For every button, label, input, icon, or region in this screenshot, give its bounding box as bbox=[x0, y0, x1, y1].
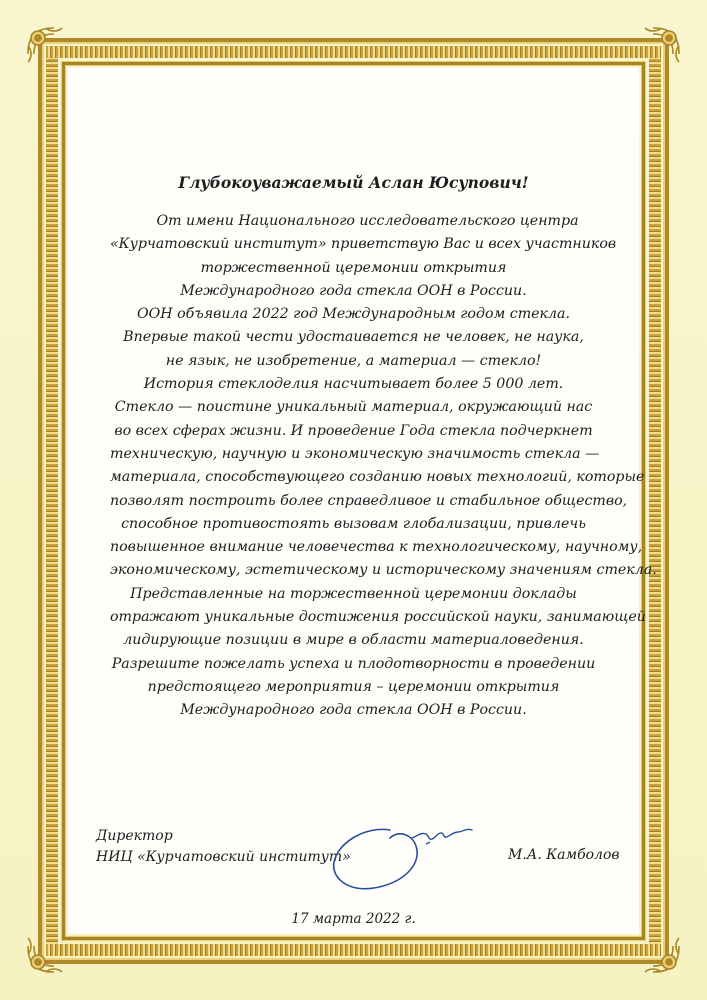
signer-organization: НИЦ «Курчатовский институт» bbox=[96, 849, 351, 865]
body-line: материала, способствующего созданию новых технологий, которые bbox=[110, 469, 645, 486]
body-line: техническую, научную и экономическую значимость стекла — bbox=[110, 445, 600, 462]
body-line: ООН объявила 2022 год Международным годом стекла. bbox=[136, 306, 571, 323]
letter-greeting: Глубокоуважаемый Аслан Юсупович! bbox=[178, 173, 529, 192]
body-line: Стекло — поистине уникальный материал, окружающий нас bbox=[114, 399, 593, 416]
body-line: повышенное внимание человечества к технологическому, научному, bbox=[110, 539, 643, 556]
body-line: позволят построить более справедливое и стабильное общество, bbox=[110, 492, 628, 509]
frame-corner-ornament-icon bbox=[637, 24, 683, 70]
body-line: История стеклоделия насчитывает более 5 000 лет. bbox=[143, 376, 564, 393]
frame-corner-ornament-icon bbox=[24, 24, 70, 70]
body-line: отражают уникальные достижения российской науки, занимающей bbox=[110, 609, 646, 626]
signer-position: Директор bbox=[96, 828, 173, 844]
body-line: Представленные на торжественной церемонии доклады bbox=[130, 585, 577, 602]
body-line: Разрешите пожелать успеха и плодотворности в проведении bbox=[111, 655, 596, 672]
body-line: торжественной церемонии открытия bbox=[200, 259, 507, 276]
handwritten-signature bbox=[326, 808, 486, 898]
letter-body bbox=[110, 210, 657, 723]
body-line: «Курчатовский институт» приветствую Вас и всех участников bbox=[110, 236, 617, 253]
frame-corner-ornament-icon bbox=[637, 930, 683, 976]
body-line: Международного года стекла ООН в России. bbox=[180, 282, 527, 299]
body-line: предстоящего мероприятия – церемонии открытия bbox=[147, 678, 560, 695]
frame-corner-ornament-icon bbox=[24, 930, 70, 976]
body-line: экономическому, эстетическому и историческому значениям стекла. bbox=[110, 562, 657, 579]
signer-title bbox=[96, 826, 351, 868]
body-line: Международного года стекла ООН в России. bbox=[180, 702, 527, 719]
body-line: От имени Национального исследовательского центра bbox=[156, 213, 579, 229]
body-line: лидирующие позиции в мире в области материаловедения. bbox=[123, 632, 584, 649]
signer-name: М.А. Камболов bbox=[508, 847, 620, 863]
letter-date: 17 марта 2022 г. bbox=[291, 911, 416, 927]
body-line: Впервые такой чести удостаивается не человек, не наука, bbox=[123, 329, 584, 346]
body-line: способное противостоять вызовам глобализации, привлечь bbox=[121, 515, 586, 532]
body-line: не язык, не изобретение, а материал — стекло! bbox=[165, 352, 542, 369]
body-line: во всех сферах жизни. И проведение Года стекла подчеркнет bbox=[114, 422, 593, 439]
